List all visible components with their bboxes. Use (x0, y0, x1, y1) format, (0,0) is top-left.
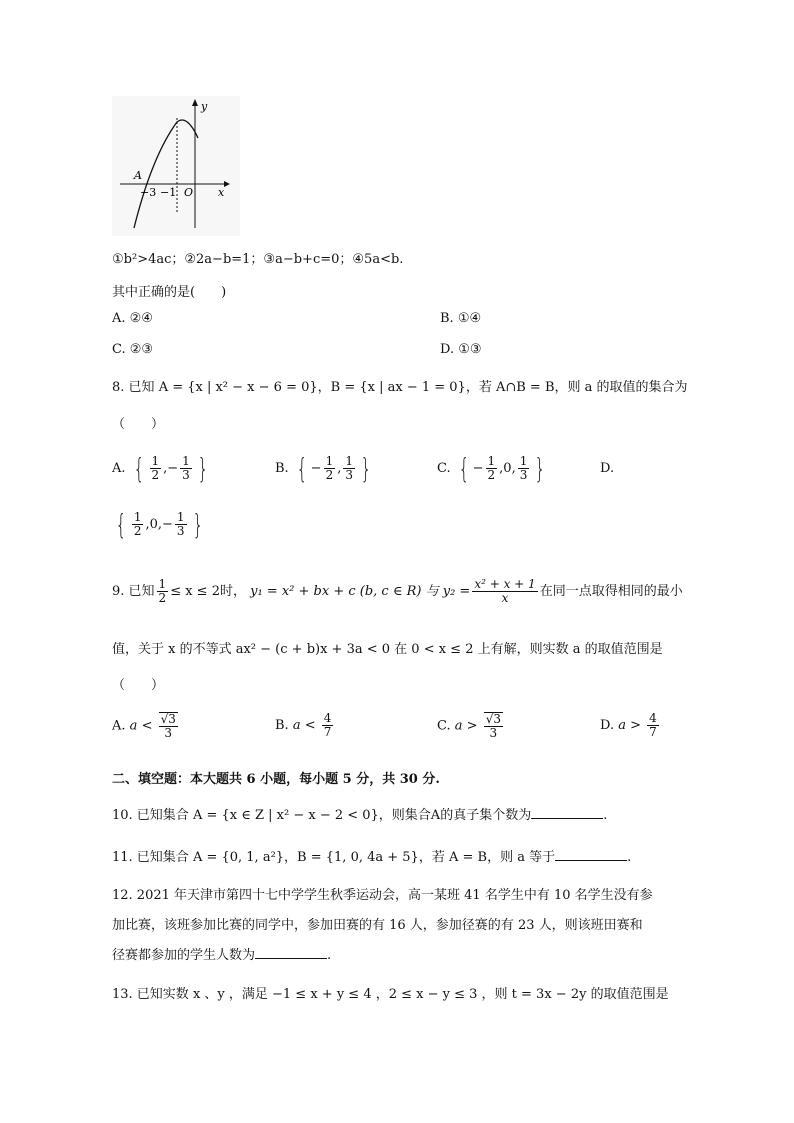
q12-line3: 径赛都参加的学生人数为 . (112, 948, 332, 963)
q7-conditions: ①b²>4ac；②2a−b=1；③a−b+c=0；④5a<b. (112, 252, 404, 267)
q8-cond: ，若 A∩B = B，则 a 的取值的集合为 (465, 380, 688, 395)
q12-answer-blank[interactable] (255, 946, 327, 959)
q8-option-a[interactable]: A. { $\frac{1}{2}$ ,− $\frac{1}{3}$ } (112, 452, 209, 485)
q8-set-a: A = {x | x² − x − 6 = 0} (158, 380, 318, 395)
q9-option-c[interactable]: C. a > $\frac{√3}{3}$ (437, 712, 501, 740)
q8-option-c-label: C. (437, 461, 451, 476)
point-a-label: A (134, 169, 142, 182)
q8-option-b[interactable]: B. { − $\frac{1}{2}$ , $\frac{1}{3}$ } (275, 452, 372, 485)
q9-option-d[interactable]: D. a > $\frac{4}{7}$ (600, 711, 657, 739)
q8-num: 8. 已知 (112, 380, 155, 395)
section-2-title: 二、填空题：本大题共 6 小题，每小题 5 分，共 30 分. (112, 772, 440, 787)
q7-prompt: 其中正确的是( ) (112, 285, 227, 300)
q12-line2: 加比赛，该班参加比赛的同学中，参加田赛的有 16 人，参加径赛的有 23 人，则该班田赛和 (112, 918, 643, 933)
q9-option-b[interactable]: B. a < $\frac{4}{7}$ (275, 711, 332, 739)
q8-option-b-label: B. (275, 461, 289, 476)
x-axis-label: x (218, 186, 225, 199)
q8-paren: （ ） (112, 417, 165, 432)
q9-paren: （ ） (112, 678, 165, 693)
q9-line1: 9. 已知 $\frac{1}{2}$ ≤ x ≤ 2时， y₁ = x² + bx + c (b, c ∈ R) 与 y₂ = $\frac{\text{x² + x + 1}}{x}$ 在同一点取得相同的最小 (112, 577, 683, 605)
q7-option-d[interactable]: D. ①③ (440, 342, 482, 357)
q7-option-a[interactable]: A. ②④ (112, 311, 153, 326)
q9-option-a[interactable]: A. a < $\frac{√3}{3}$ (112, 712, 176, 740)
q8-option-c[interactable]: C. { − $\frac{1}{2}$ ,0, $\frac{1}{3}$ } (437, 452, 546, 485)
q8-stem (112, 376, 688, 395)
q8-set-b: B = {x | ax − 1 = 0} (330, 380, 466, 395)
q10: 10. 已知集合 A = {x ∈ Z | x² − x − 2 < 0}，则集合A的真子集个数为 . (112, 808, 608, 823)
y-axis-label: y (201, 100, 208, 113)
origin-label: O (184, 186, 194, 199)
q11: 11. 已知集合 A = {0, 1, a²}，B = {1, 0, 4a + 5}，若 A = B，则 a 等于 . (112, 850, 632, 865)
q9-line2: 值，关于 x 的不等式 ax² − (c + b)x + 3a < 0 在 0 < x ≤ 2 上有解，则实数 a 的取值范围是 (112, 642, 663, 657)
q8-sep: ， (317, 380, 331, 395)
tick-neg1: −1 (160, 186, 177, 199)
q7-option-c[interactable]: C. ②③ (112, 342, 154, 357)
q7-option-b[interactable]: B. ①④ (440, 311, 482, 326)
q11-answer-blank[interactable] (555, 848, 627, 861)
tick-neg3: −3 (140, 186, 157, 199)
q8-option-d-label[interactable]: D. (600, 461, 615, 476)
q8-option-d[interactable]: { $\frac{1}{2}$ ,0,− $\frac{1}{3}$ } (115, 508, 203, 541)
parabola-graph (112, 96, 240, 236)
q12-line1: 12. 2021 年天津市第四十七中学学生秋季运动会，高一某班 41 名学生中有 10 名学生没有参 (112, 888, 653, 903)
q8-option-a-label: A. (112, 461, 126, 476)
q10-answer-blank[interactable] (531, 806, 603, 819)
q13: 13. 已知实数 x 、y ，满足 −1 ≤ x + y ≤ 4 ，2 ≤ x − y ≤ 3 ，则 t = 3x − 2y 的取值范围是 (112, 987, 669, 1002)
